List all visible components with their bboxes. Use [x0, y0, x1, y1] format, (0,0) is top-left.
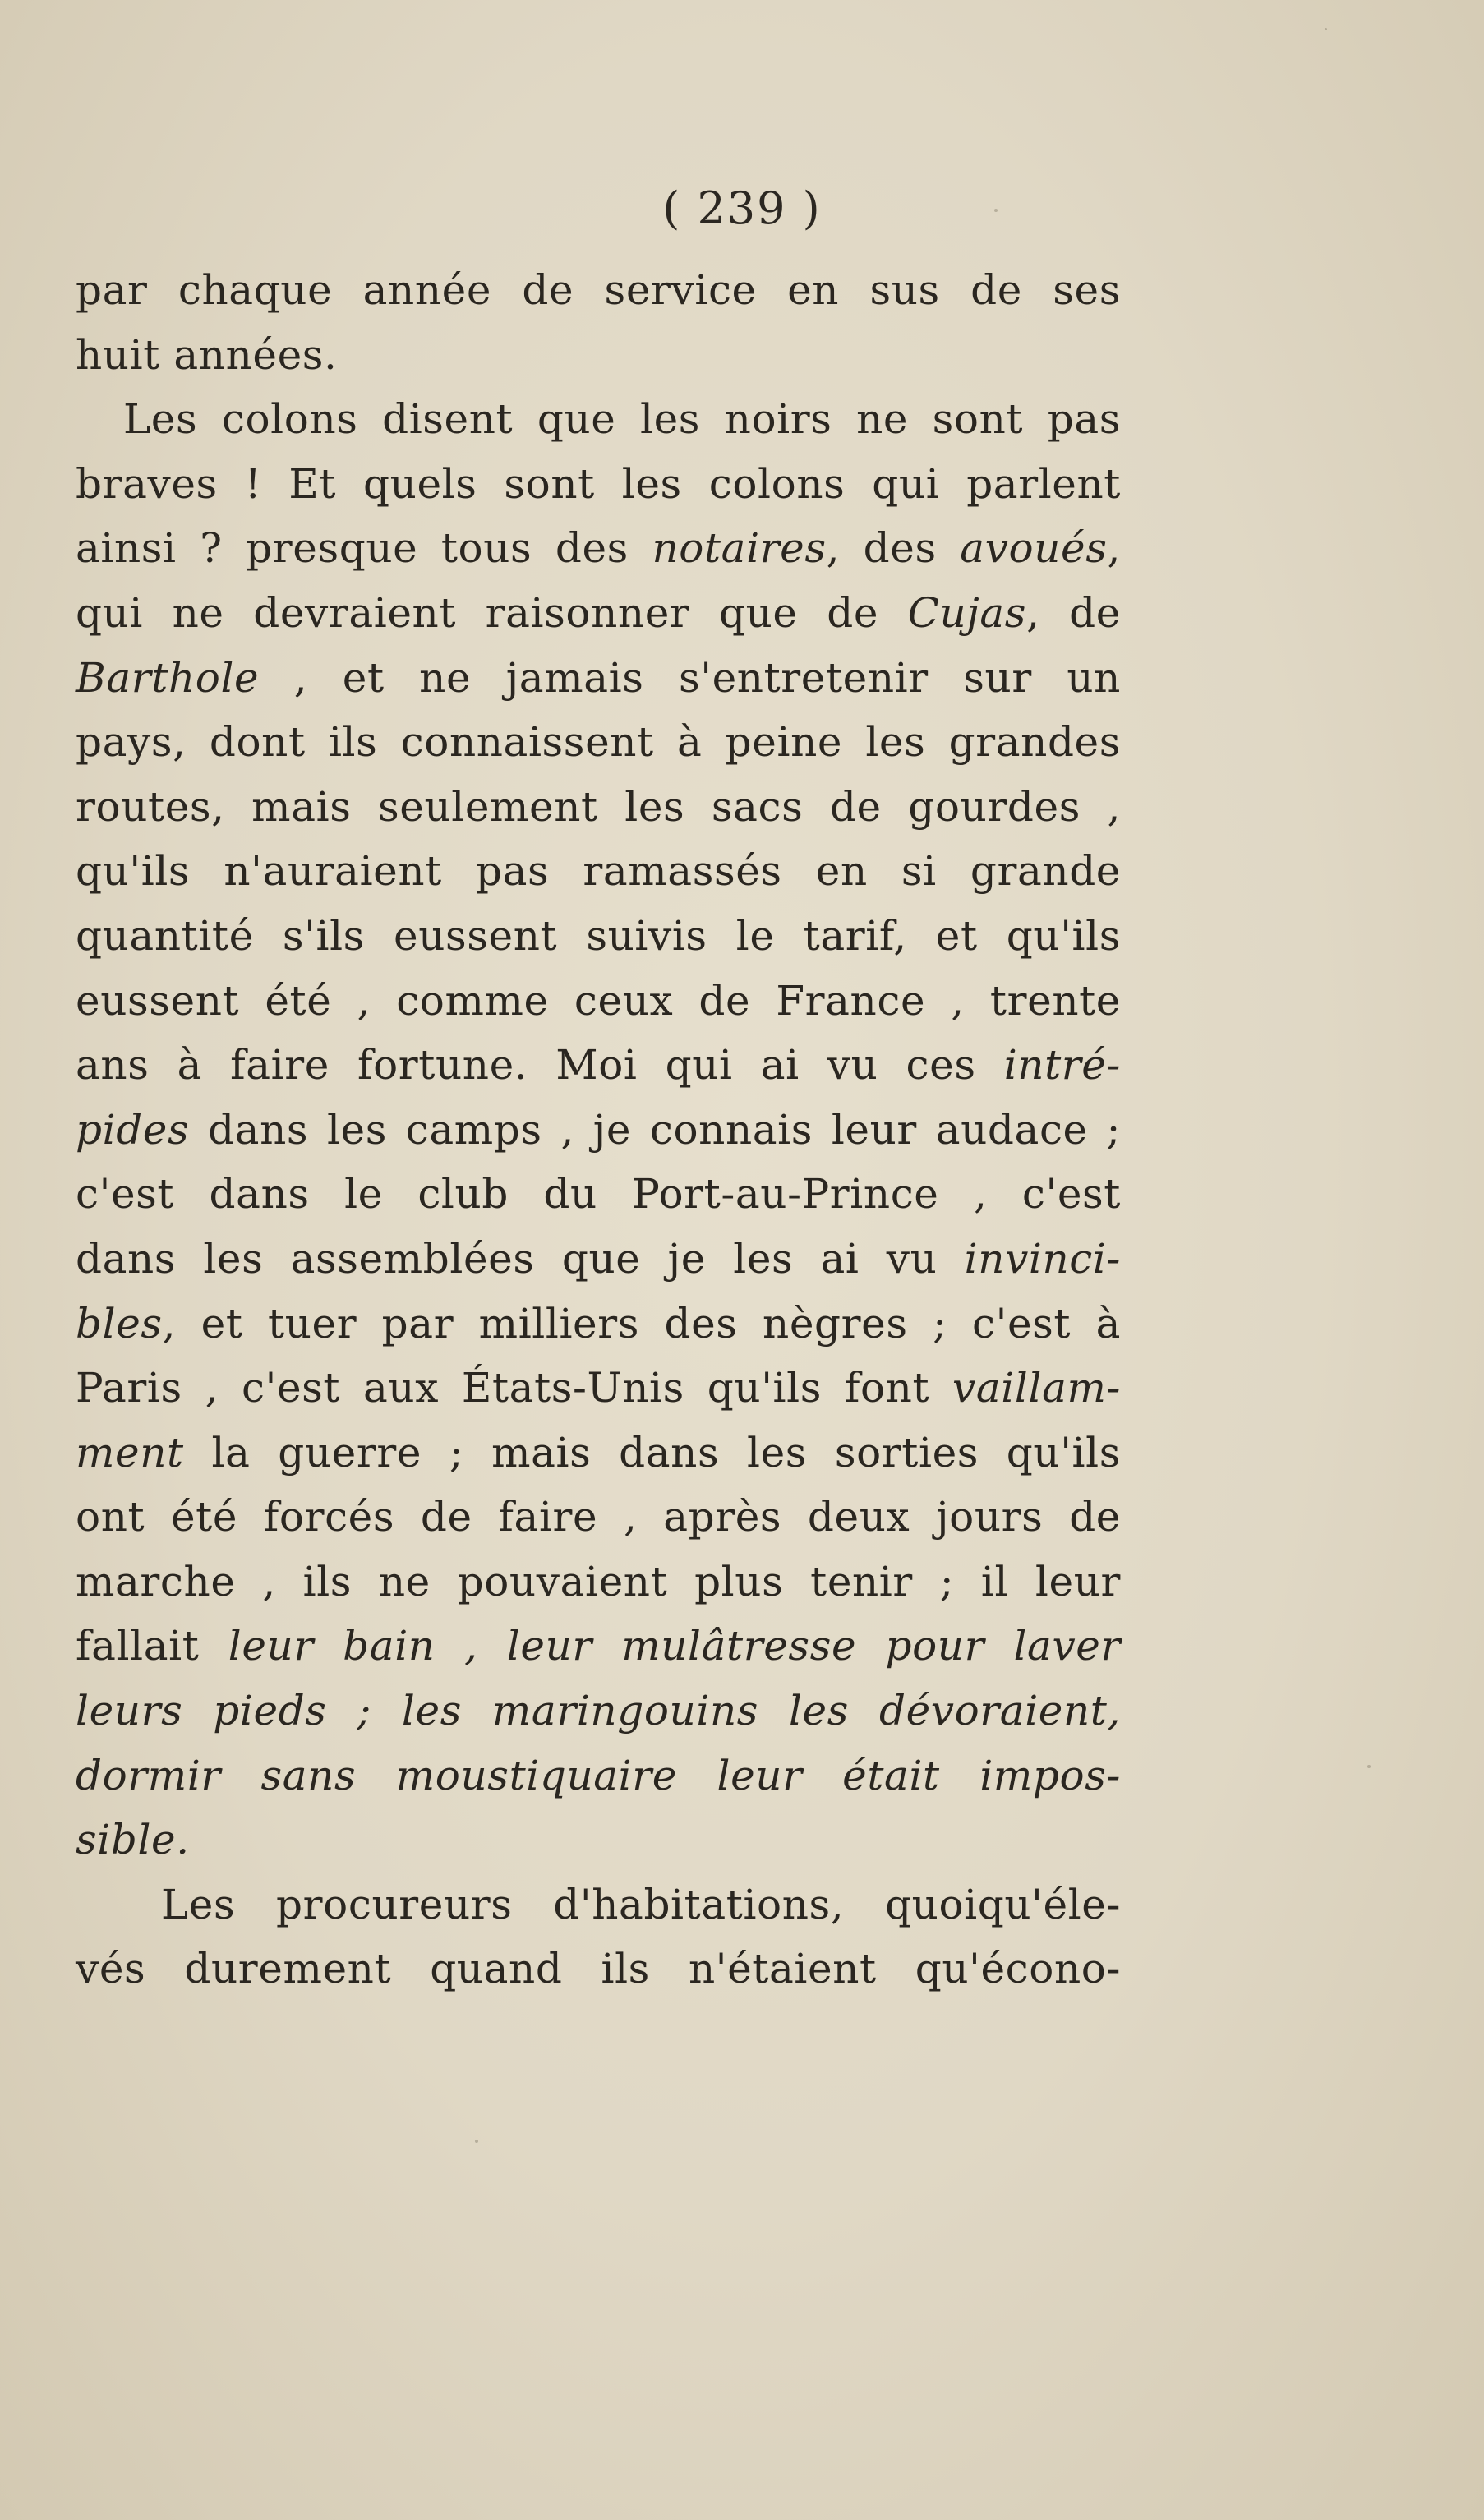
- italic-text: leur bain , leur mulâtresse pour laver: [228, 1622, 1121, 1670]
- page-number: ( 239 ): [662, 182, 822, 234]
- text-segment: la guerre ; mais dans les sorties qu'ils: [183, 1428, 1121, 1477]
- text-line: [76, 581, 1121, 646]
- body-text: [76, 258, 1121, 2002]
- text-segment: marche , ils ne pouvaient plus tenir ; il leur: [76, 1557, 1121, 1606]
- paper-speck: [1325, 28, 1327, 30]
- text-line: [76, 258, 1121, 323]
- text-segment: braves ! Et quels sont les colons qui parlent: [76, 459, 1121, 508]
- italic-text: Cujas: [907, 588, 1027, 637]
- text-segment: dans les assemblées que je les ai vu: [76, 1234, 965, 1283]
- text-line: [76, 710, 1121, 775]
- text-segment: , des: [826, 524, 961, 573]
- text-segment: eussent été , comme ceux de France , trente: [76, 976, 1121, 1025]
- text-line: [76, 1292, 1121, 1357]
- text-line: [76, 1679, 1121, 1744]
- text-line: [76, 969, 1121, 1034]
- text-line: [76, 1098, 1121, 1163]
- text-segment: vés durement quand ils n'étaient qu'écono-: [76, 1945, 1121, 1993]
- text-segment: ainsi ? presque tous des: [76, 524, 652, 573]
- text-segment: ,: [1107, 524, 1121, 573]
- text-line: [76, 1744, 1121, 1808]
- italic-text: Barthole: [76, 653, 260, 702]
- text-line: [76, 452, 1121, 517]
- italic-text: pides: [76, 1105, 190, 1154]
- text-line: [76, 839, 1121, 904]
- text-line: [76, 1033, 1121, 1098]
- text-segment: huit années.: [76, 330, 338, 379]
- text-segment: Paris , c'est aux États-Unis qu'ils font: [76, 1364, 953, 1412]
- text-segment: ans à faire fortune. Moi qui ai vu ces: [76, 1041, 1004, 1090]
- italic-text: invinci-: [964, 1234, 1121, 1283]
- italic-text: ment: [76, 1428, 184, 1477]
- text-line: [76, 1550, 1121, 1615]
- italic-text: sible.: [76, 1816, 190, 1864]
- text-line: [76, 516, 1121, 581]
- paper-speck: [475, 2140, 478, 2143]
- text-line: [76, 646, 1121, 711]
- text-segment: Les colons disent que les noirs ne sont pas: [123, 395, 1121, 444]
- text-segment: , de: [1026, 588, 1121, 637]
- text-line: [76, 323, 1121, 388]
- text-line: [76, 1162, 1121, 1227]
- text-segment: dans les camps , je connais leur audace ;: [189, 1105, 1121, 1154]
- text-segment: , et tuer par milliers des nègres ; c'est à: [162, 1299, 1121, 1348]
- text-segment: qui ne devraient raisonner que de: [76, 588, 908, 637]
- italic-text: intré-: [1003, 1041, 1121, 1090]
- text-line: [76, 1421, 1121, 1486]
- paper-speck: [1367, 1765, 1371, 1768]
- text-segment: Les procureurs d'habitations, quoiqu'éle-: [161, 1880, 1121, 1928]
- text-line: [76, 387, 1121, 452]
- text-segment: c'est dans le club du Port-au-Prince , c'est: [76, 1170, 1121, 1219]
- italic-text: bles: [76, 1299, 163, 1348]
- text-segment: pays, dont ils connaissent à peine les grandes: [76, 718, 1121, 767]
- text-segment: par chaque année de service en sus de ses: [76, 266, 1121, 314]
- text-line: [76, 1227, 1121, 1292]
- text-segment: routes, mais seulement les sacs de gourdes ,: [76, 782, 1121, 831]
- text-segment: , et ne jamais s'entretenir sur un: [259, 653, 1121, 702]
- text-line: [76, 1356, 1121, 1421]
- text-segment: quantité s'ils eussent suivis le tarif, et qu'ils: [76, 911, 1121, 960]
- text-line: [76, 1485, 1121, 1550]
- italic-text: vaillam-: [952, 1364, 1121, 1412]
- italic-text: dormir sans moustiquaire leur était impos-: [76, 1751, 1121, 1799]
- text-line: [76, 1937, 1121, 2002]
- text-segment: qu'ils n'auraient pas ramassés en si grande: [76, 847, 1121, 896]
- text-segment: ont été forcés de faire , après deux jours de: [76, 1493, 1121, 1541]
- text-segment: fallait: [76, 1622, 228, 1670]
- text-line: [76, 775, 1121, 840]
- text-line: [76, 1873, 1121, 1937]
- text-line: [76, 1808, 1121, 1873]
- text-line: [76, 904, 1121, 969]
- text-line: [76, 1614, 1121, 1679]
- paper-speck: [994, 209, 998, 212]
- italic-text: avoués: [960, 524, 1108, 573]
- italic-text: leurs pieds ; les maringouins les dévoraient,: [76, 1687, 1121, 1735]
- italic-text: notaires: [652, 524, 827, 573]
